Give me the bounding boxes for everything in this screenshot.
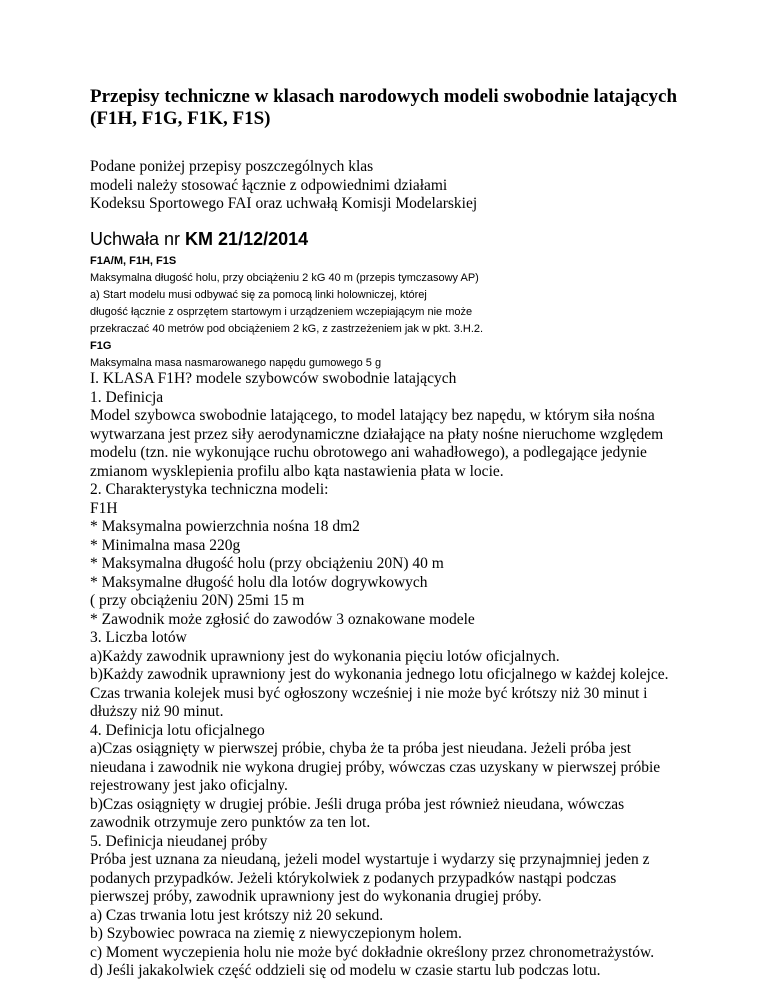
- body-line: * Maksymalna powierzchnia nośna 18 dm2: [90, 518, 360, 535]
- body-line: pierwszej próby, zawodnik uprawniony jest do wykonania drugiej próby.: [90, 888, 542, 905]
- body-line: b)Każdy zawodnik uprawniony jest do wykonania jednego lotu oficjalnego w każdej kolejce.: [90, 666, 669, 683]
- resolution-line: przekraczać 40 metrów pod obciążeniem 2 kG, z zastrzeżeniem jak w pkt. 3.H.2.: [90, 323, 484, 335]
- intro-paragraph: [90, 158, 750, 214]
- body-line: 2. Charakterystyka techniczna modeli:: [90, 481, 329, 498]
- body-line: 5. Definicja nieudanej próby: [90, 832, 268, 850]
- document-title: [90, 86, 740, 130]
- body-line: a) Czas trwania lotu jest krótszy niż 20 sekund.: [90, 906, 384, 924]
- resolution-line: a) Start modelu musi odbywać się za pomocą linki holowniczej, której: [90, 289, 427, 301]
- resolution-heading: [90, 228, 308, 250]
- body-line: Model szybowca swobodnie latającego, to model latający bez napędu, w którym siła nośna: [90, 407, 655, 424]
- body-line: d) Jeśli jakakolwiek część oddzieli się od modelu w czasie startu lub podczas lotu.: [90, 962, 601, 979]
- title-line-2: (F1H, F1G, F1K, F1S): [90, 108, 271, 129]
- intro-line: Podane poniżej przepisy poszczególnych klas: [90, 158, 374, 175]
- body-line: F1H: [90, 499, 118, 517]
- intro-line: Kodeksu Sportowego FAI oraz uchwałą Komisji Modelarskiej: [90, 195, 478, 212]
- body-line: Próba jest uznana za nieudaną, jeżeli model wystartuje i wydarzy się przynajmniej jeden z: [90, 851, 650, 868]
- body-line: wytwarzana jest przez siły aerodynamiczne działające na płaty nośne nieruchome względem: [90, 425, 664, 443]
- body-line: modelu (tzn. nie wykonujące ruchu obrotowego ani wahadłowego), a podlegające jedynie: [90, 444, 647, 461]
- body-line: a)Każdy zawodnik uprawniony jest do wykonania pięciu lotów oficjalnych.: [90, 647, 560, 665]
- body-line: c) Moment wyczepienia holu nie może być dokładnie określony przez chronometrażystów.: [90, 943, 655, 961]
- body-line: * Minimalna masa 220g: [90, 536, 241, 554]
- resolution-number: KM 21/12/2014: [185, 229, 309, 249]
- body-line: a)Czas osiągnięty w pierwszej próbie, chyba że ta próba jest nieudana. Jeżeli próba jest: [90, 740, 632, 757]
- body-line: nieudana i zawodnik nie wykona drugiej próby, wówczas czas uzyskany w pierwszej próbie: [90, 758, 661, 776]
- body-line: b) Szybowiec powraca na ziemię z niewyczepionym holem.: [90, 925, 462, 942]
- title-line-1: Przepisy techniczne w klasach narodowych modeli swobodnie latających: [90, 86, 678, 107]
- intro-line: modeli należy stosować łącznie z odpowiednimi działami: [90, 176, 448, 194]
- body-line: podanych przypadków. Jeżeli którykolwiek z podanych przypadków nastąpi podczas: [90, 869, 617, 887]
- body-line: 3. Liczba lotów: [90, 629, 187, 646]
- body-line: zawodnik otrzymuje zero punktów za ten lot.: [90, 814, 371, 831]
- body-line: ( przy obciążeniu 20N) 25mi 15 m: [90, 592, 305, 609]
- resolution-line: długość łącznie z osprzętem startowym i urządzeniem wczepiającym nie może: [90, 306, 473, 318]
- resolution-line: Maksymalna masa nasmarowanego napędu gumowego 5 g: [90, 357, 382, 369]
- body-line: * Zawodnik może zgłosić do zawodów 3 oznakowane modele: [90, 610, 475, 628]
- regulations-body: [90, 370, 750, 981]
- body-line: Czas trwania kolejek musi być ogłoszony wcześniej i nie może być krótszy niż 30 minut i: [90, 684, 648, 702]
- body-line: * Maksymalna długość holu (przy obciążeniu 20N) 40 m: [90, 555, 444, 572]
- resolution-line: Maksymalna długość holu, przy obciążeniu 2 kG 40 m (przepis tymczasowy AP): [90, 272, 479, 284]
- body-line: * Maksymalne długość holu dla lotów dogrywkowych: [90, 573, 428, 591]
- body-line: b)Czas osiągnięty w drugiej próbie. Jeśli druga próba jest również nieudana, wówczas: [90, 795, 625, 813]
- body-line: zmianom wysklepienia profilu albo kąta nastawienia płata w locie.: [90, 462, 504, 480]
- resolution-details: [90, 253, 750, 372]
- body-line: I. KLASA F1H? modele szybowców swobodnie latających: [90, 370, 457, 387]
- resolution-class-heading: F1A/M, F1H, F1S: [90, 255, 177, 267]
- resolution-prefix: Uchwała nr: [90, 229, 186, 249]
- body-line: dłuższy niż 90 minut.: [90, 703, 224, 720]
- resolution-class-heading: F1G: [90, 340, 112, 352]
- body-line: 1. Definicja: [90, 388, 164, 406]
- body-line: 4. Definicja lotu oficjalnego: [90, 721, 265, 739]
- body-line: rejestrowany jest jako oficjalny.: [90, 777, 288, 794]
